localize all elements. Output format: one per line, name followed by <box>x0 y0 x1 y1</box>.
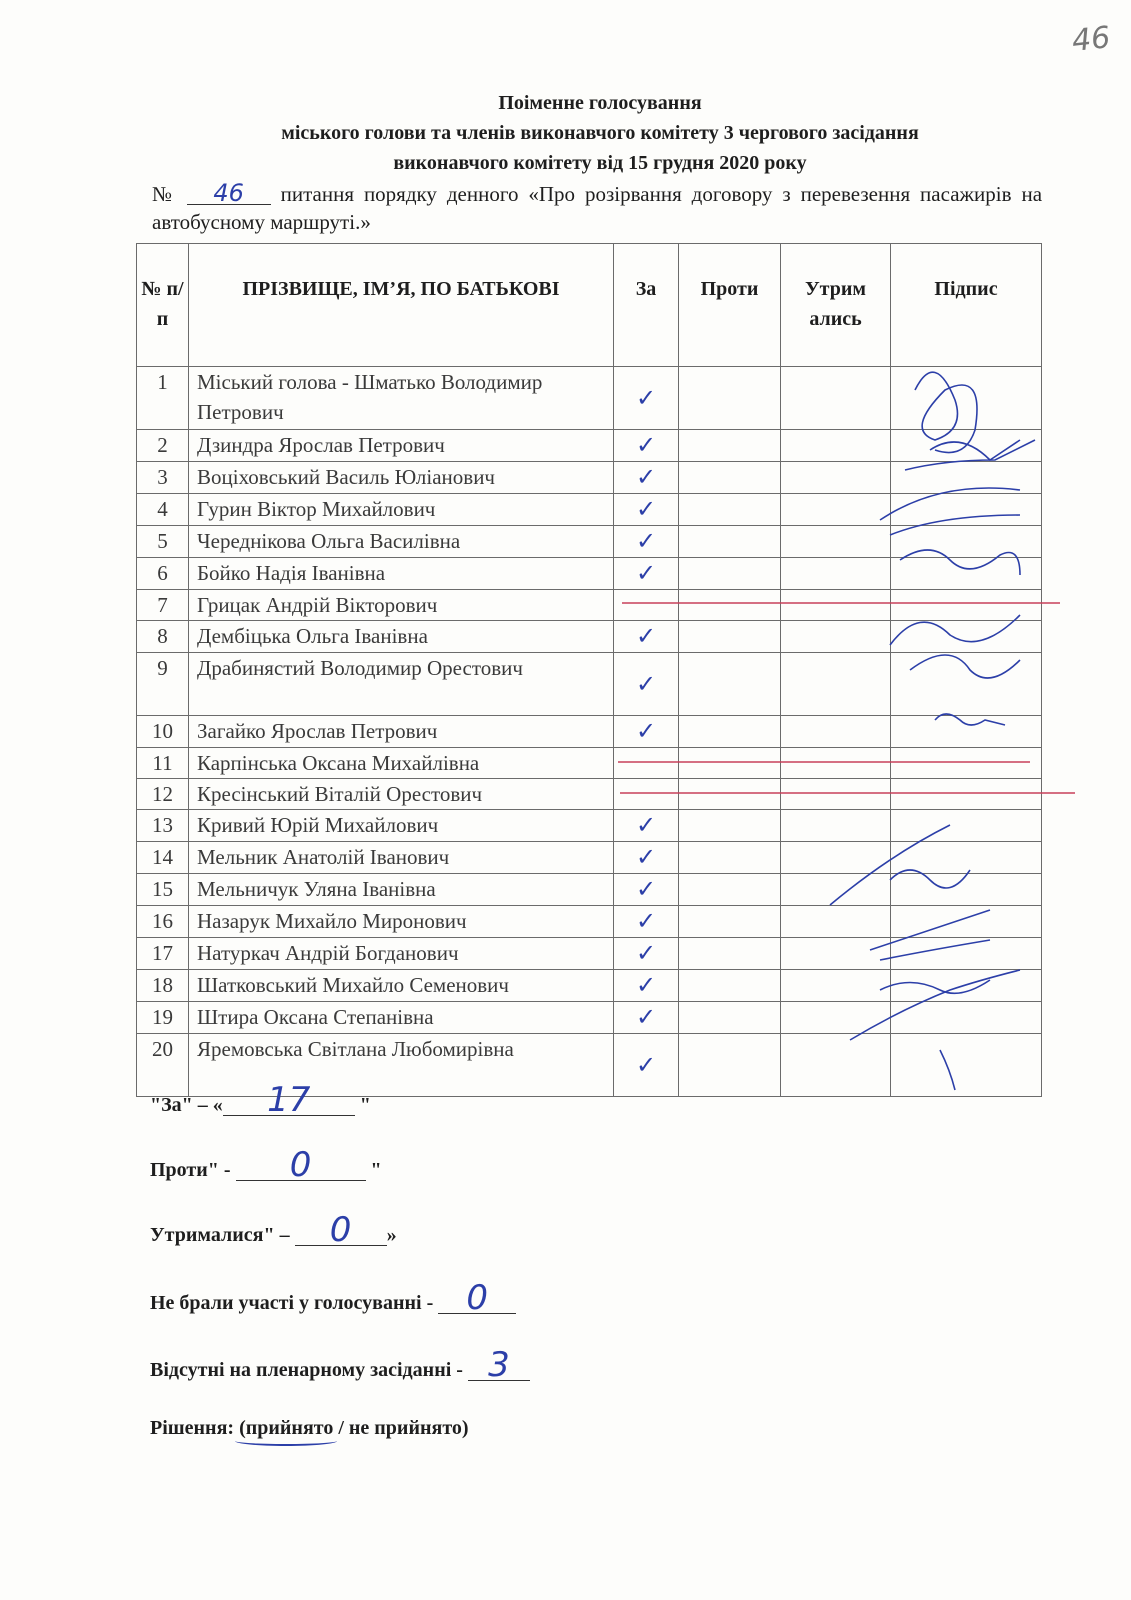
row-number: 8 <box>137 621 189 653</box>
row-number: 14 <box>137 842 189 874</box>
table-row <box>137 462 1042 494</box>
vote-abstain-cell <box>781 494 891 526</box>
check-mark-icon: ✓ <box>635 495 657 523</box>
heading-date-line: виконавчого комітету від 15 грудня 2020 року <box>393 152 807 174</box>
vote-against-cell <box>679 590 781 621</box>
vote-for-cell <box>614 653 679 716</box>
tally-abstain: Утрималися" – 0 » <box>150 1210 397 1250</box>
vote-for-cell <box>614 462 679 494</box>
vote-for-cell <box>614 1002 679 1034</box>
table-row <box>137 653 1042 716</box>
member-name: Грицак Андрій Вікторович <box>189 590 614 621</box>
vote-abstain-cell <box>781 462 891 494</box>
table-row <box>137 494 1042 526</box>
table-row <box>137 716 1042 748</box>
vote-against-cell <box>679 526 781 558</box>
signature-cell <box>891 1002 1042 1034</box>
tally-for-value: 17 <box>223 1085 355 1116</box>
document-heading <box>140 88 1060 178</box>
member-name: Дембіцька Ольга Іванівна <box>189 621 614 653</box>
table-row <box>137 1002 1042 1034</box>
row-number: 11 <box>137 748 189 779</box>
member-name: Загайко Ярослав Петрович <box>189 716 614 748</box>
tally-not-participated: Не брали участі у голосуванні - 0 <box>150 1283 516 1315</box>
signature-cell <box>891 526 1042 558</box>
vote-against-cell <box>679 938 781 970</box>
row-number: 7 <box>137 590 189 621</box>
row-number: 16 <box>137 906 189 938</box>
row-number: 15 <box>137 874 189 906</box>
agenda-number-prefix: № <box>152 182 177 206</box>
vote-for-cell <box>614 558 679 590</box>
member-name: Гурин Віктор Михайлович <box>189 494 614 526</box>
vote-for-cell <box>614 906 679 938</box>
vote-for-cell <box>614 779 679 810</box>
table-row <box>137 558 1042 590</box>
page-number: 46 <box>1070 20 1112 59</box>
table-row <box>137 748 1042 779</box>
vote-against-cell <box>679 716 781 748</box>
row-number: 12 <box>137 779 189 810</box>
tally-not-participated-value: 0 <box>438 1283 516 1314</box>
vote-against-cell <box>679 810 781 842</box>
header-name: ПРІЗВИЩЕ, ІМ’Я, ПО БАТЬКОВІ <box>189 244 614 367</box>
table-row <box>137 842 1042 874</box>
vote-against-cell <box>679 367 781 430</box>
vote-against-cell <box>679 842 781 874</box>
row-number: 19 <box>137 1002 189 1034</box>
check-mark-icon: ✓ <box>635 939 657 967</box>
vote-against-cell <box>679 1002 781 1034</box>
vote-for-cell <box>614 590 679 621</box>
row-number: 2 <box>137 430 189 462</box>
member-name: Череднікова Ольга Василівна <box>189 526 614 558</box>
member-name: Назарук Михайло Миронович <box>189 906 614 938</box>
signature-cell <box>891 906 1042 938</box>
vote-for-cell <box>614 621 679 653</box>
tally-abstain-value: 0 <box>295 1215 387 1246</box>
row-number: 1 <box>137 367 189 430</box>
vote-against-cell <box>679 748 781 779</box>
signature-cell <box>891 558 1042 590</box>
signature-cell <box>891 590 1042 621</box>
signature-cell <box>891 1034 1042 1097</box>
vote-against-cell <box>679 462 781 494</box>
check-mark-icon: ✓ <box>635 1003 657 1031</box>
vote-for-cell <box>614 842 679 874</box>
row-number: 3 <box>137 462 189 494</box>
agenda-text: питання порядку денного «Про розірвання договору з перевезення пасажирів на автобусному маршруті.» <box>152 182 1043 234</box>
vote-abstain-cell <box>781 430 891 462</box>
check-mark-icon: ✓ <box>635 717 657 745</box>
member-name: Драбинястий Володимир Орестович <box>189 653 614 716</box>
check-mark-icon: ✓ <box>635 431 657 459</box>
row-number: 5 <box>137 526 189 558</box>
heading-subtitle: міського голови та членів виконавчого комітету 3 чергового засідання <box>281 122 919 144</box>
vote-for-cell <box>614 970 679 1002</box>
check-mark-icon: ✓ <box>635 811 657 839</box>
check-mark-icon: ✓ <box>635 1050 657 1079</box>
header-signature: Підпис <box>891 244 1042 367</box>
signature-cell <box>891 430 1042 462</box>
member-name: Бойко Надія Іванівна <box>189 558 614 590</box>
check-mark-icon: ✓ <box>635 527 657 555</box>
heading-title: Поіменне голосування <box>498 92 702 114</box>
vote-for-cell <box>614 1034 679 1097</box>
signature-cell <box>891 779 1042 810</box>
row-number: 17 <box>137 938 189 970</box>
check-mark-icon: ✓ <box>635 463 657 491</box>
row-number: 4 <box>137 494 189 526</box>
header-against: Проти <box>679 244 781 367</box>
vote-for-cell <box>614 748 679 779</box>
vote-abstain-cell <box>781 970 891 1002</box>
member-name: Штира Оксана Степанівна <box>189 1002 614 1034</box>
member-name: Кресінський Віталій Орестович <box>189 779 614 810</box>
decision-selected: (прийнято <box>239 1417 334 1439</box>
vote-for-cell <box>614 494 679 526</box>
signature-cell <box>891 494 1042 526</box>
member-name: Кривий Юрій Михайлович <box>189 810 614 842</box>
vote-for-cell <box>614 430 679 462</box>
vote-against-cell <box>679 874 781 906</box>
table-row <box>137 621 1042 653</box>
vote-against-cell <box>679 653 781 716</box>
vote-abstain-cell <box>781 810 891 842</box>
vote-abstain-cell <box>781 938 891 970</box>
check-mark-icon: ✓ <box>635 907 657 935</box>
vote-abstain-cell <box>781 653 891 716</box>
tally-against: Проти" - 0 " <box>150 1145 382 1185</box>
vote-for-cell <box>614 810 679 842</box>
vote-abstain-cell <box>781 367 891 430</box>
vote-abstain-cell <box>781 590 891 621</box>
signature-cell <box>891 810 1042 842</box>
vote-against-cell <box>679 558 781 590</box>
tally-against-value: 0 <box>236 1150 366 1181</box>
check-mark-icon: ✓ <box>635 622 657 650</box>
row-number: 18 <box>137 970 189 1002</box>
signature-cell <box>891 842 1042 874</box>
check-mark-icon: ✓ <box>635 971 657 999</box>
vote-abstain-cell <box>781 716 891 748</box>
member-name: Карпінська Оксана Михайлівна <box>189 748 614 779</box>
vote-abstain-cell <box>781 1034 891 1097</box>
tally-for: "За" – « 17 " <box>150 1080 371 1120</box>
table-row <box>137 430 1042 462</box>
header-for: За <box>614 244 679 367</box>
member-name: Шатковський Михайло Семенович <box>189 970 614 1002</box>
vote-against-cell <box>679 1034 781 1097</box>
signature-cell <box>891 367 1042 430</box>
vote-abstain-cell <box>781 558 891 590</box>
agenda-number: 46 <box>187 182 271 205</box>
member-name: Мельничук Уляна Іванівна <box>189 874 614 906</box>
signature-cell <box>891 970 1042 1002</box>
signature-cell <box>891 938 1042 970</box>
check-mark-icon: ✓ <box>635 843 657 871</box>
vote-for-cell <box>614 526 679 558</box>
vote-abstain-cell <box>781 526 891 558</box>
vote-against-cell <box>679 621 781 653</box>
member-name: Воціховський Василь Юліанович <box>189 462 614 494</box>
table-row <box>137 874 1042 906</box>
tally-absent: Відсутні на пленарному засіданні - 3 <box>150 1350 530 1382</box>
table-row <box>137 970 1042 1002</box>
member-name: Дзиндра Ярослав Петрович <box>189 430 614 462</box>
row-number: 13 <box>137 810 189 842</box>
vote-against-cell <box>679 430 781 462</box>
check-mark-icon: ✓ <box>635 669 657 698</box>
vote-against-cell <box>679 779 781 810</box>
table-row <box>137 906 1042 938</box>
vote-against-cell <box>679 906 781 938</box>
member-name: Мельник Анатолій Іванович <box>189 842 614 874</box>
signature-cell <box>891 716 1042 748</box>
signature-cell <box>891 621 1042 653</box>
voting-table-body <box>137 367 1042 1097</box>
member-name: Натуркач Андрій Богданович <box>189 938 614 970</box>
row-number: 9 <box>137 653 189 716</box>
header-number: № п/п <box>137 244 189 367</box>
vote-abstain-cell <box>781 906 891 938</box>
table-row <box>137 810 1042 842</box>
agenda-item <box>152 180 1042 236</box>
signature-cell <box>891 874 1042 906</box>
signature-cell <box>891 462 1042 494</box>
table-row <box>137 938 1042 970</box>
decision: Рішення: (прийнято / не прийнято) <box>150 1417 469 1439</box>
check-mark-icon: ✓ <box>635 559 657 587</box>
table-row <box>137 590 1042 621</box>
member-name: Міський голова - Шматько Володимир Петрович <box>189 367 614 430</box>
vote-for-cell <box>614 938 679 970</box>
table-row <box>137 367 1042 430</box>
vote-abstain-cell <box>781 874 891 906</box>
check-mark-icon: ✓ <box>635 383 657 412</box>
vote-abstain-cell <box>781 1002 891 1034</box>
row-number: 20 <box>137 1034 189 1097</box>
voting-table <box>136 243 1042 1097</box>
check-mark-icon: ✓ <box>635 875 657 903</box>
table-row <box>137 526 1042 558</box>
signature-cell <box>891 653 1042 716</box>
vote-against-cell <box>679 494 781 526</box>
vote-for-cell <box>614 367 679 430</box>
row-number: 10 <box>137 716 189 748</box>
member-name: Яремовська Світлана Любомирівна <box>189 1034 614 1097</box>
vote-abstain-cell <box>781 748 891 779</box>
decision-rest: / не прийнято) <box>338 1417 469 1439</box>
vote-for-cell <box>614 716 679 748</box>
vote-for-cell <box>614 874 679 906</box>
vote-against-cell <box>679 970 781 1002</box>
vote-abstain-cell <box>781 842 891 874</box>
header-abstain: Утрим ались <box>781 244 891 367</box>
table-row <box>137 779 1042 810</box>
signature-cell <box>891 748 1042 779</box>
row-number: 6 <box>137 558 189 590</box>
vote-abstain-cell <box>781 621 891 653</box>
vote-abstain-cell <box>781 779 891 810</box>
tally-absent-value: 3 <box>468 1350 530 1381</box>
